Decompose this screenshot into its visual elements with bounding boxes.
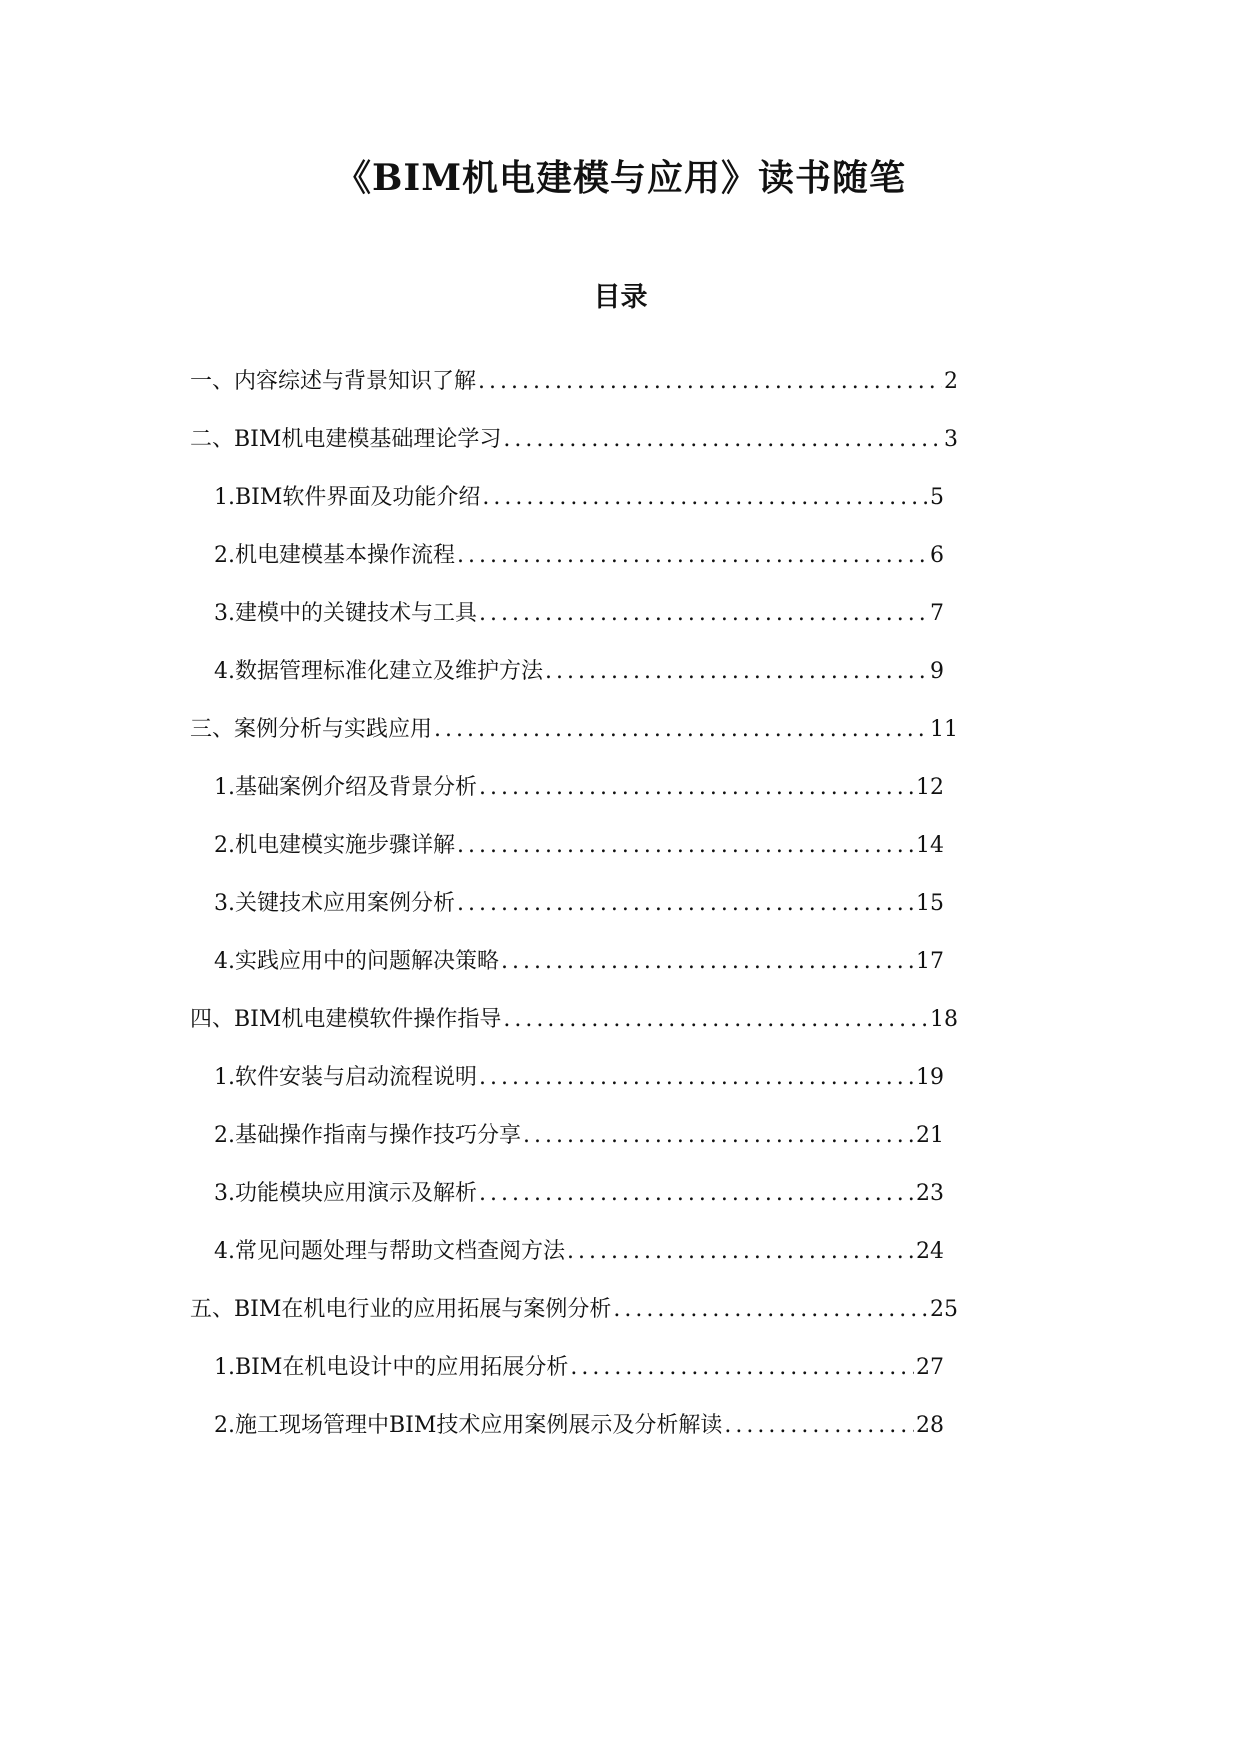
toc-entry-number: 4. <box>214 659 235 684</box>
toc-entry-number: 1. <box>214 485 235 510</box>
toc-entry[interactable] <box>190 1290 958 1330</box>
toc-entry-number: 1. <box>214 1355 235 1380</box>
toc-entry[interactable] <box>214 1174 944 1214</box>
toc-dot-leader <box>503 1000 928 1040</box>
toc-entry-page-number: 24 <box>916 1239 944 1264</box>
toc-entry-label: 四、BIM机电建模软件操作指导 <box>190 1007 502 1032</box>
toc-entry[interactable] <box>214 478 944 518</box>
toc-entry-page-number: 25 <box>930 1297 958 1322</box>
toc-dot-leader <box>482 478 928 518</box>
toc-dot-leader <box>570 1348 914 1388</box>
toc-entry[interactable] <box>214 594 944 634</box>
toc-entry[interactable] <box>214 1348 944 1388</box>
toc-entry-page-number: 19 <box>916 1065 944 1090</box>
toc-entry-label: 施工现场管理中BIM技术应用案例展示及分析解读 <box>235 1413 723 1438</box>
toc-entry-page-number: 28 <box>916 1413 944 1438</box>
toc-entry-number: 2. <box>214 1123 235 1148</box>
toc-dot-leader <box>503 420 942 460</box>
toc-entry[interactable] <box>214 652 944 692</box>
toc-entry-label: BIM在机电设计中的应用拓展分析 <box>235 1355 569 1380</box>
toc-entry-label: 软件安装与启动流程说明 <box>235 1065 478 1090</box>
toc-entry-label: BIM软件界面及功能介绍 <box>235 485 481 510</box>
toc-entry-label: 关键技术应用案例分析 <box>235 891 456 916</box>
toc-entry-page-number: 15 <box>916 891 944 916</box>
toc-entry[interactable] <box>190 1000 958 1040</box>
toc-entry-label: 建模中的关键技术与工具 <box>235 601 478 626</box>
toc-entry-number: 2. <box>214 1413 235 1438</box>
toc-entry-number: 1. <box>214 1065 235 1090</box>
toc-entry[interactable] <box>214 1116 944 1156</box>
document-title: 《BIM机电建模与应用》读书随笔 <box>334 157 907 199</box>
toc-entry-label: 基础案例介绍及背景分析 <box>235 775 478 800</box>
toc-entry[interactable] <box>214 884 944 924</box>
toc-entry-page-number: 18 <box>930 1007 958 1032</box>
toc-entry[interactable] <box>214 768 944 808</box>
toc-entry-number: 1. <box>214 775 235 800</box>
toc-entry-number: 2. <box>214 833 235 858</box>
toc-entry-page-number: 17 <box>916 949 944 974</box>
toc-entry[interactable] <box>214 1058 944 1098</box>
toc-dot-leader <box>479 768 914 808</box>
toc-entry-label: 数据管理标准化建立及维护方法 <box>235 659 544 684</box>
toc-entry[interactable] <box>214 1406 944 1446</box>
toc-dot-leader <box>479 1058 914 1098</box>
toc-entry-page-number: 23 <box>916 1181 944 1206</box>
toc-entry[interactable] <box>214 536 944 576</box>
toc-entry[interactable] <box>214 942 944 982</box>
toc-entry[interactable] <box>190 362 958 402</box>
toc-dot-leader <box>567 1232 914 1272</box>
toc-entry-label: 机电建模基本操作流程 <box>235 543 456 568</box>
toc-dot-leader <box>457 826 914 866</box>
toc-entry-number: 3. <box>214 891 235 916</box>
toc-entry-page-number: 7 <box>930 601 944 626</box>
toc-entry-label: 基础操作指南与操作技巧分享 <box>235 1123 522 1148</box>
toc-entry[interactable] <box>190 710 958 750</box>
toc-entry-page-number: 2 <box>944 369 958 394</box>
toc-entry-page-number: 3 <box>944 427 958 452</box>
toc-heading: 目录 <box>593 282 648 313</box>
toc-entry-number: 4. <box>214 1239 235 1264</box>
toc-dot-leader <box>613 1290 928 1330</box>
toc-entry-page-number: 6 <box>930 543 944 568</box>
toc-entry-label: 机电建模实施步骤详解 <box>235 833 456 858</box>
toc-entry-page-number: 21 <box>916 1123 944 1148</box>
toc-entry-page-number: 14 <box>916 833 944 858</box>
toc-entry-label: 功能模块应用演示及解析 <box>235 1181 478 1206</box>
toc-entry[interactable] <box>190 420 958 460</box>
toc-entry-number: 4. <box>214 949 235 974</box>
toc-entry-label: 常见问题处理与帮助文档查阅方法 <box>235 1239 566 1264</box>
toc-entry-page-number: 5 <box>930 485 944 510</box>
toc-dot-leader <box>545 652 928 692</box>
toc-entry[interactable] <box>214 1232 944 1272</box>
toc-entry-label: 三、案例分析与实践应用 <box>190 717 433 742</box>
toc-entry-label: 二、BIM机电建模基础理论学习 <box>190 427 502 452</box>
toc-dot-leader <box>724 1406 914 1446</box>
toc-dot-leader <box>501 942 914 982</box>
toc-dot-leader <box>478 362 942 402</box>
toc-entry[interactable] <box>214 826 944 866</box>
toc-dot-leader <box>479 1174 914 1214</box>
toc-entry-page-number: 11 <box>930 717 958 742</box>
toc-entry-number: 2. <box>214 543 235 568</box>
toc-dot-leader <box>434 710 928 750</box>
toc-dot-leader <box>457 884 914 924</box>
toc-entry-page-number: 27 <box>916 1355 944 1380</box>
toc-entry-number: 3. <box>214 601 235 626</box>
toc-entry-label: 一、内容综述与背景知识了解 <box>190 369 477 394</box>
toc-entry-label: 五、BIM在机电行业的应用拓展与案例分析 <box>190 1297 612 1322</box>
toc-entry-number: 3. <box>214 1181 235 1206</box>
toc-dot-leader <box>523 1116 914 1156</box>
toc-entry-label: 实践应用中的问题解决策略 <box>235 949 500 974</box>
toc-entry-page-number: 9 <box>930 659 944 684</box>
toc-dot-leader <box>479 594 928 634</box>
toc-dot-leader <box>457 536 928 576</box>
toc-entry-page-number: 12 <box>916 775 944 800</box>
